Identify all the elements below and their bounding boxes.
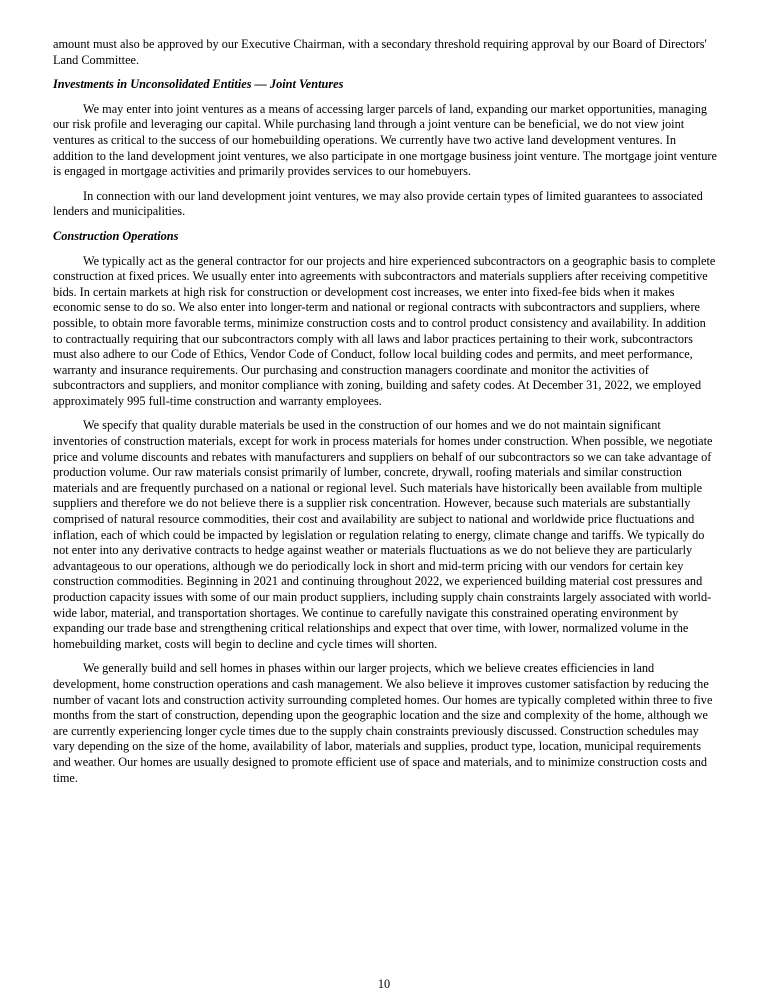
continuation-paragraph: amount must also be approved by our Executive Chairman, with a secondary threshold requiring approval by our Board of Directors' Land Committee. <box>53 37 707 67</box>
joint-ventures-paragraph-2: In connection with our land development joint ventures, we may also provide certain types of limited guarantees to associated lenders and municipalities. <box>53 188 703 219</box>
construction-heading: Construction Operations <box>53 228 179 243</box>
construction-paragraph-3: We generally build and sell homes in phases within our larger projects, which we believe creates efficiencies in land development, home construction operations and cash management. We also believe it improves customer satisfaction by reducing the number of vacant lots and construction activity surrounding completed homes. Our homes are typically completed within three to five months from the start of construction, depending upon the geographic location and the size and complexity of the home, although we are currently experiencing longer cycle times due to the supply chain constraints previously discussed. Construction schedules may vary depending on the size of the home, availability of labor, materials and supplies, product type, location, municipal requirements and weather. Our homes are usually designed to promote efficient use of space and materials, and to minimize construction costs and time. <box>53 661 713 785</box>
page-content <box>53 37 718 795</box>
joint-ventures-paragraph-1: We may enter into joint ventures as a means of accessing larger parcels of land, expanding our market opportunities, managing our risk profile and leveraging our capital. While purchasing land through a joint venture can be beneficial, we do not view joint ventures as critical to the success of our homebuilding operations. We currently have two active land development ventures. In addition to the land development joint ventures, we also participate in one mortgage business joint venture. The mortgage joint venture is engaged in mortgage activities and primarily provides services to our homebuyers. <box>53 101 717 179</box>
joint-ventures-heading: Investments in Unconsolidated Entities — Joint Ventures <box>53 77 344 92</box>
construction-paragraph-1: We typically act as the general contractor for our projects and hire experienced subcontractors on a geographic basis to complete construction at fixed prices. We usually enter into agreements with subcontractors and materials suppliers after receiving competitive bids. In certain markets at high risk for construction or development cost increases, we enter into fixed-fee bids when it makes economic sense to do so. We also enter into longer-term and national or regional contracts with subcontractors and suppliers, where possible, to obtain more favorable terms, minimize construction costs and to control product consistency and availability. In addition to contractually requiring that our subcontractors comply with all laws and labor practices pertaining to their work, subcontractors must also adhere to our Code of Ethics, Vendor Code of Conduct, follow local building codes and permits, and meet performance, warranty and insurance requirements. Our purchasing and construction managers coordinate and monitor the activities of subcontractors and suppliers, and monitor compliance with zoning, building and safety codes. At December 31, 2022, we employed approximately 995 full-time construction and warranty employees. <box>53 253 716 408</box>
page-number: 10 <box>377 977 391 991</box>
construction-paragraph-2: We specify that quality durable materials be used in the construction of our homes and we do not maintain significant inventories of construction materials, except for work in process materials for homes under construction. When possible, we negotiate price and volume discounts and rebates with manufacturers and suppliers on behalf of our subcontractors so we can take advantage of production volume. Our raw materials consist primarily of lumber, concrete, drywall, roofing materials and similar construction materials and are frequently purchased on a national or regional level. Such materials have historically been available from multiple suppliers and therefore we do not believe there is a supplier risk concentration. However, because such materials are substantially comprised of natural resource commodities, their cost and availability are subject to national and worldwide price fluctuations and inflation, each of which could be impacted by legislation or regulation relating to energy, climate change and tariffs. We typically do not enter into any derivative contracts to hedge against weather or materials fluctuations as we do not believe they are particularly advantageous to our operations, although we do periodically lock in short and mid-term pricing with our vendors for certain key construction commodities. Beginning in 2021 and continuing throughout 2022, we experienced building material cost pressures and production capacity issues with some of our main product suppliers, including supply chain constraints largely associated with world-wide labor, material, and transportation shortages. We continue to carefully navigate this constrained operating environment by expanding our trade base and strengthening critical relationships and expect that over time, with lower, normalized volume in the homebuilding market, costs will begin to decline and cycle times will shorten. <box>53 418 713 651</box>
